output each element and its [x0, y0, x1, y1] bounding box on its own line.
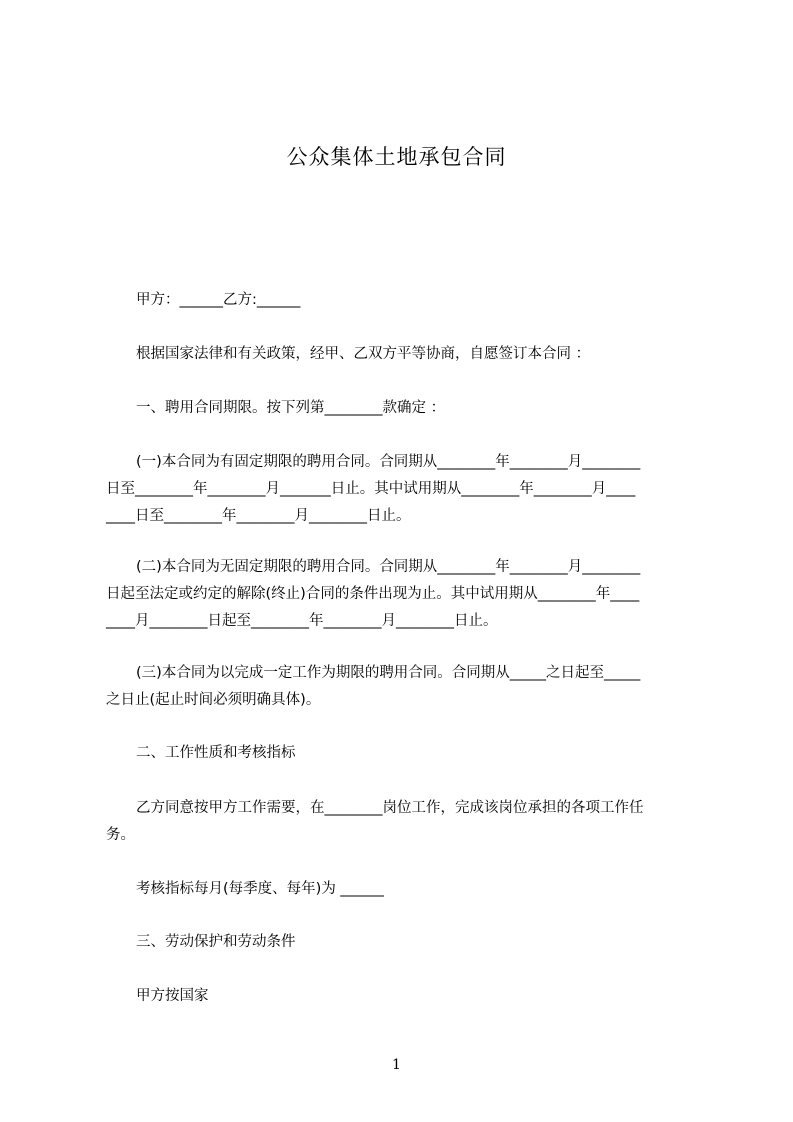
document-title: 公众集体土地承包合同: [286, 145, 507, 169]
section-1-heading: 一、聘用合同期限。按下列第________款确定 ：: [136, 400, 446, 416]
assessment-line: 考核指标每月(每季度、每年)为 ______: [136, 881, 384, 897]
clause-3-line-1: (三)本合同为以完成一定工作为期限的聘用合同。合同期从_____之日起至_____: [136, 665, 641, 681]
section-2-body-line-2: 务。: [106, 827, 135, 843]
section-2-body-line-1: 乙方同意按甲方工作需要，在________岗位工作，完成该岗位承担的各项工作任: [136, 800, 644, 816]
preamble-line: 根据国家法律和有关政策，经甲、乙双方平等协商，自愿签订本合同 ：: [136, 346, 591, 362]
clause-2-line-3: ____月________日起至________年________月________日止。: [106, 613, 498, 629]
party-line: 甲方：______乙方:______: [136, 292, 301, 308]
page-number: 1: [392, 1057, 401, 1073]
clause-1-line-3: ____日至________年________月________日止。: [106, 508, 411, 524]
clause-2-line-1: (二)本合同为无固定期限的聘用合同。合同期从________年________月________: [136, 559, 641, 575]
clause-2-line-2: 日起至法定或约定的解除(终止)合同的条件出现为止。其中试用期从________年____: [106, 586, 640, 602]
clause-1-line-1: (一)本合同为有固定期限的聘用合同。合同期从________年________月________: [136, 454, 641, 470]
section-2-heading: 二、工作性质和考核指标: [136, 745, 296, 761]
clause-1-line-2: 日至________年________月_______日止。其中试用期从________年________月____: [106, 481, 636, 497]
section-3-body-line: 甲方按国家: [136, 988, 209, 1004]
section-3-heading: 三、劳动保护和劳动条件: [136, 934, 296, 950]
clause-3-line-2: 之日止(起止时间必须明确具体)。: [106, 692, 321, 708]
